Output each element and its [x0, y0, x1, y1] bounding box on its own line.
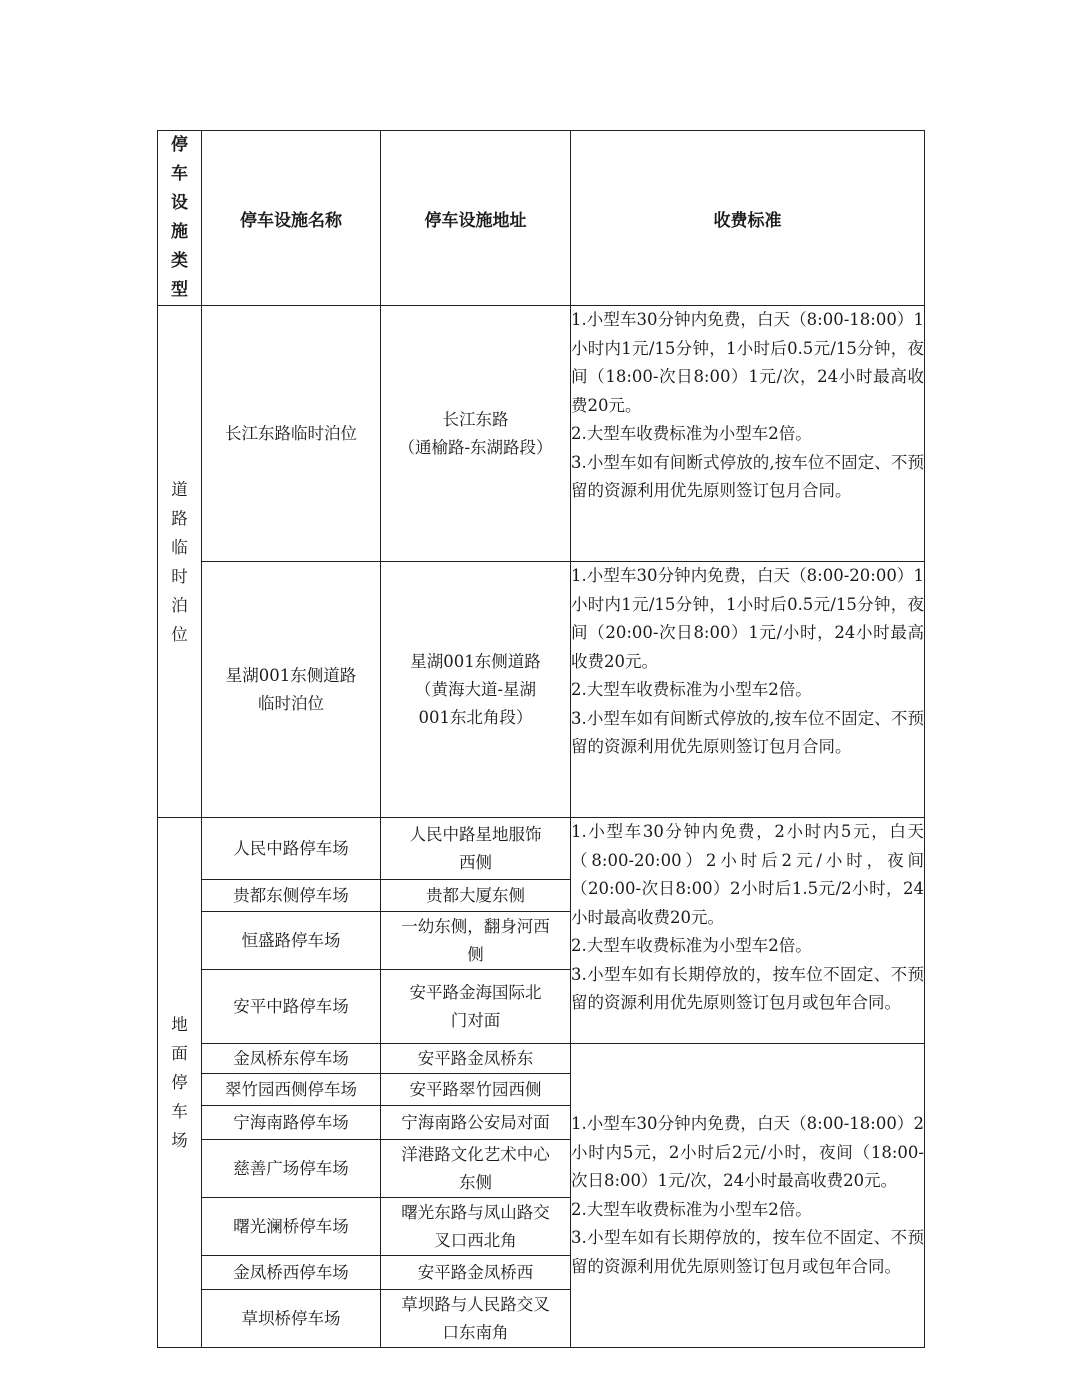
facility-name: 贵都东侧停车场 [202, 880, 381, 912]
facility-address: 宁海南路公安局对面 [381, 1106, 571, 1140]
facility-address: 安平路金凤桥东 [381, 1044, 571, 1074]
facility-address: 长江东路 （通榆路-东湖路段） [381, 306, 571, 562]
facility-name: 金凤桥东停车场 [202, 1044, 381, 1074]
facility-name: 草坝桥停车场 [202, 1290, 381, 1348]
fee-standard: 1.小型车30分钟内免费，白天（8:00-20:00）1小时内1元/15分钟，1小时后0.5元/15分钟，夜间（20:00-次日8:00）1元/小时，24小时最高收费20元。 2.大型车收费标准为小型车2倍。 3.小型车如有间断式停放的,按车位不固定、不预留的资源利用优先原则签订包月合同。 [571, 562, 925, 818]
type-road-temporary-berth: 道 路 临 时 泊 位 [158, 306, 202, 818]
facility-name: 宁海南路停车场 [202, 1106, 381, 1140]
header-facility-name: 停车设施名称 [202, 131, 381, 306]
table-row [158, 562, 925, 818]
table-row [158, 818, 925, 880]
facility-name: 人民中路停车场 [202, 818, 381, 880]
fee-standard: 1.小型车30分钟内免费，白天（8:00-18:00）1小时内1元/15分钟，1小时后0.5元/15分钟，夜间（18:00-次日8:00）1元/次，24小时最高收费20元。 2.大型车收费标准为小型车2倍。 3.小型车如有间断式停放的,按车位不固定、不预留的资源利用优先原则签订包月合同。 [571, 306, 925, 562]
facility-address: 人民中路星地服饰 西侧 [381, 818, 571, 880]
table-row [158, 306, 925, 562]
fee-standard: 1.小型车30分钟内免费，白天（8:00-18:00）2小时内5元，2小时后2元/小时，夜间（18:00-次日8:00）1元/次，24小时最高收费20元。 2.大型车收费标准为小型车2倍。 3.小型车如有长期停放的，按车位不固定、不预留的资源利用优先原则签订包月或包年合同。 [571, 1044, 925, 1348]
parking-fee-table [157, 130, 925, 1348]
facility-name: 长江东路临时泊位 [202, 306, 381, 562]
facility-name: 翠竹园西侧停车场 [202, 1074, 381, 1106]
facility-name: 恒盛路停车场 [202, 912, 381, 970]
facility-name: 星湖001东侧道路 临时泊位 [202, 562, 381, 818]
facility-address: 星湖001东侧道路 （黄海大道-星湖 001东北角段） [381, 562, 571, 818]
table-row [158, 1044, 925, 1074]
facility-address: 安平路金凤桥西 [381, 1256, 571, 1290]
facility-address: 一幼东侧，翻身河西 侧 [381, 912, 571, 970]
facility-address: 安平路翠竹园西侧 [381, 1074, 571, 1106]
facility-name: 金凤桥西停车场 [202, 1256, 381, 1290]
header-facility-type: 停 车 设 施 类 型 [158, 131, 202, 306]
facility-name: 慈善广场停车场 [202, 1140, 381, 1198]
header-facility-address: 停车设施地址 [381, 131, 571, 306]
fee-standard: 1.小型车30分钟内免费，2小时内5元，白天（8:00-20:00）2小时后2元/小时，夜间（20:00-次日8:00）2小时后1.5元/2小时，24小时最高收费20元。 2.大型车收费标准为小型车2倍。 3.小型车如有长期停放的，按车位不固定、不预留的资源利用优先原则签订包月或包年合同。 [571, 818, 925, 1044]
facility-address: 洋港路文化艺术中心 东侧 [381, 1140, 571, 1198]
facility-name: 曙光澜桥停车场 [202, 1198, 381, 1256]
header-row [158, 131, 925, 306]
header-fee-standard: 收费标准 [571, 131, 925, 306]
facility-address: 安平路金海国际北 门对面 [381, 970, 571, 1044]
facility-address: 曙光东路与凤山路交 叉口西北角 [381, 1198, 571, 1256]
type-ground-parking-lot: 地 面 停 车 场 [158, 818, 202, 1348]
facility-name: 安平中路停车场 [202, 970, 381, 1044]
facility-address: 贵都大厦东侧 [381, 880, 571, 912]
facility-address: 草坝路与人民路交叉 口东南角 [381, 1290, 571, 1348]
